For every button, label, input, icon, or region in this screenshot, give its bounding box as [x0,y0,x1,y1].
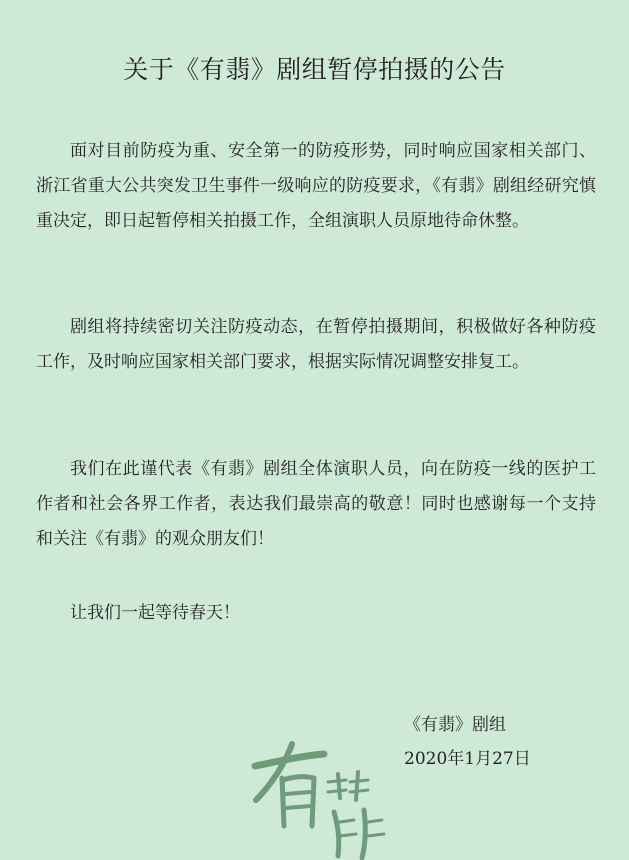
page-title: 关于《有翡》剧组暂停拍摄的公告 [123,55,506,84]
paragraph-3: 我们在此谨代表《有翡》剧组全体演职人员，向在防疫一线的医护工作者和社会各界工作者，表达我们最崇高的敬意！同时也感谢每一个支持和关注《有翡》的观众朋友们！ [36,459,596,549]
calligraphy-logo-icon [240,734,410,860]
signature-date: 2020年1月27日 [404,749,531,769]
paragraph-1: 面对目前防疫为重、安全第一的防疫形势，同时响应国家相关部门、浙江省重大公共突发卫生事件一级响应的防疫要求，《有翡》剧组经研究慎重决定，即日起暂停相关拍摄工作，全组演职人员原地待命休整。 [36,141,596,231]
signature-organization: 《有翡》剧组 [404,715,506,735]
paragraph-2: 剧组将持续密切关注防疫动态，在暂停拍摄期间，积极做好各种防疫工作，及时响应国家相关部门要求，根据实际情况调整安排复工。 [36,317,596,372]
paragraph-4: 让我们一起等待春天！ [70,603,240,623]
